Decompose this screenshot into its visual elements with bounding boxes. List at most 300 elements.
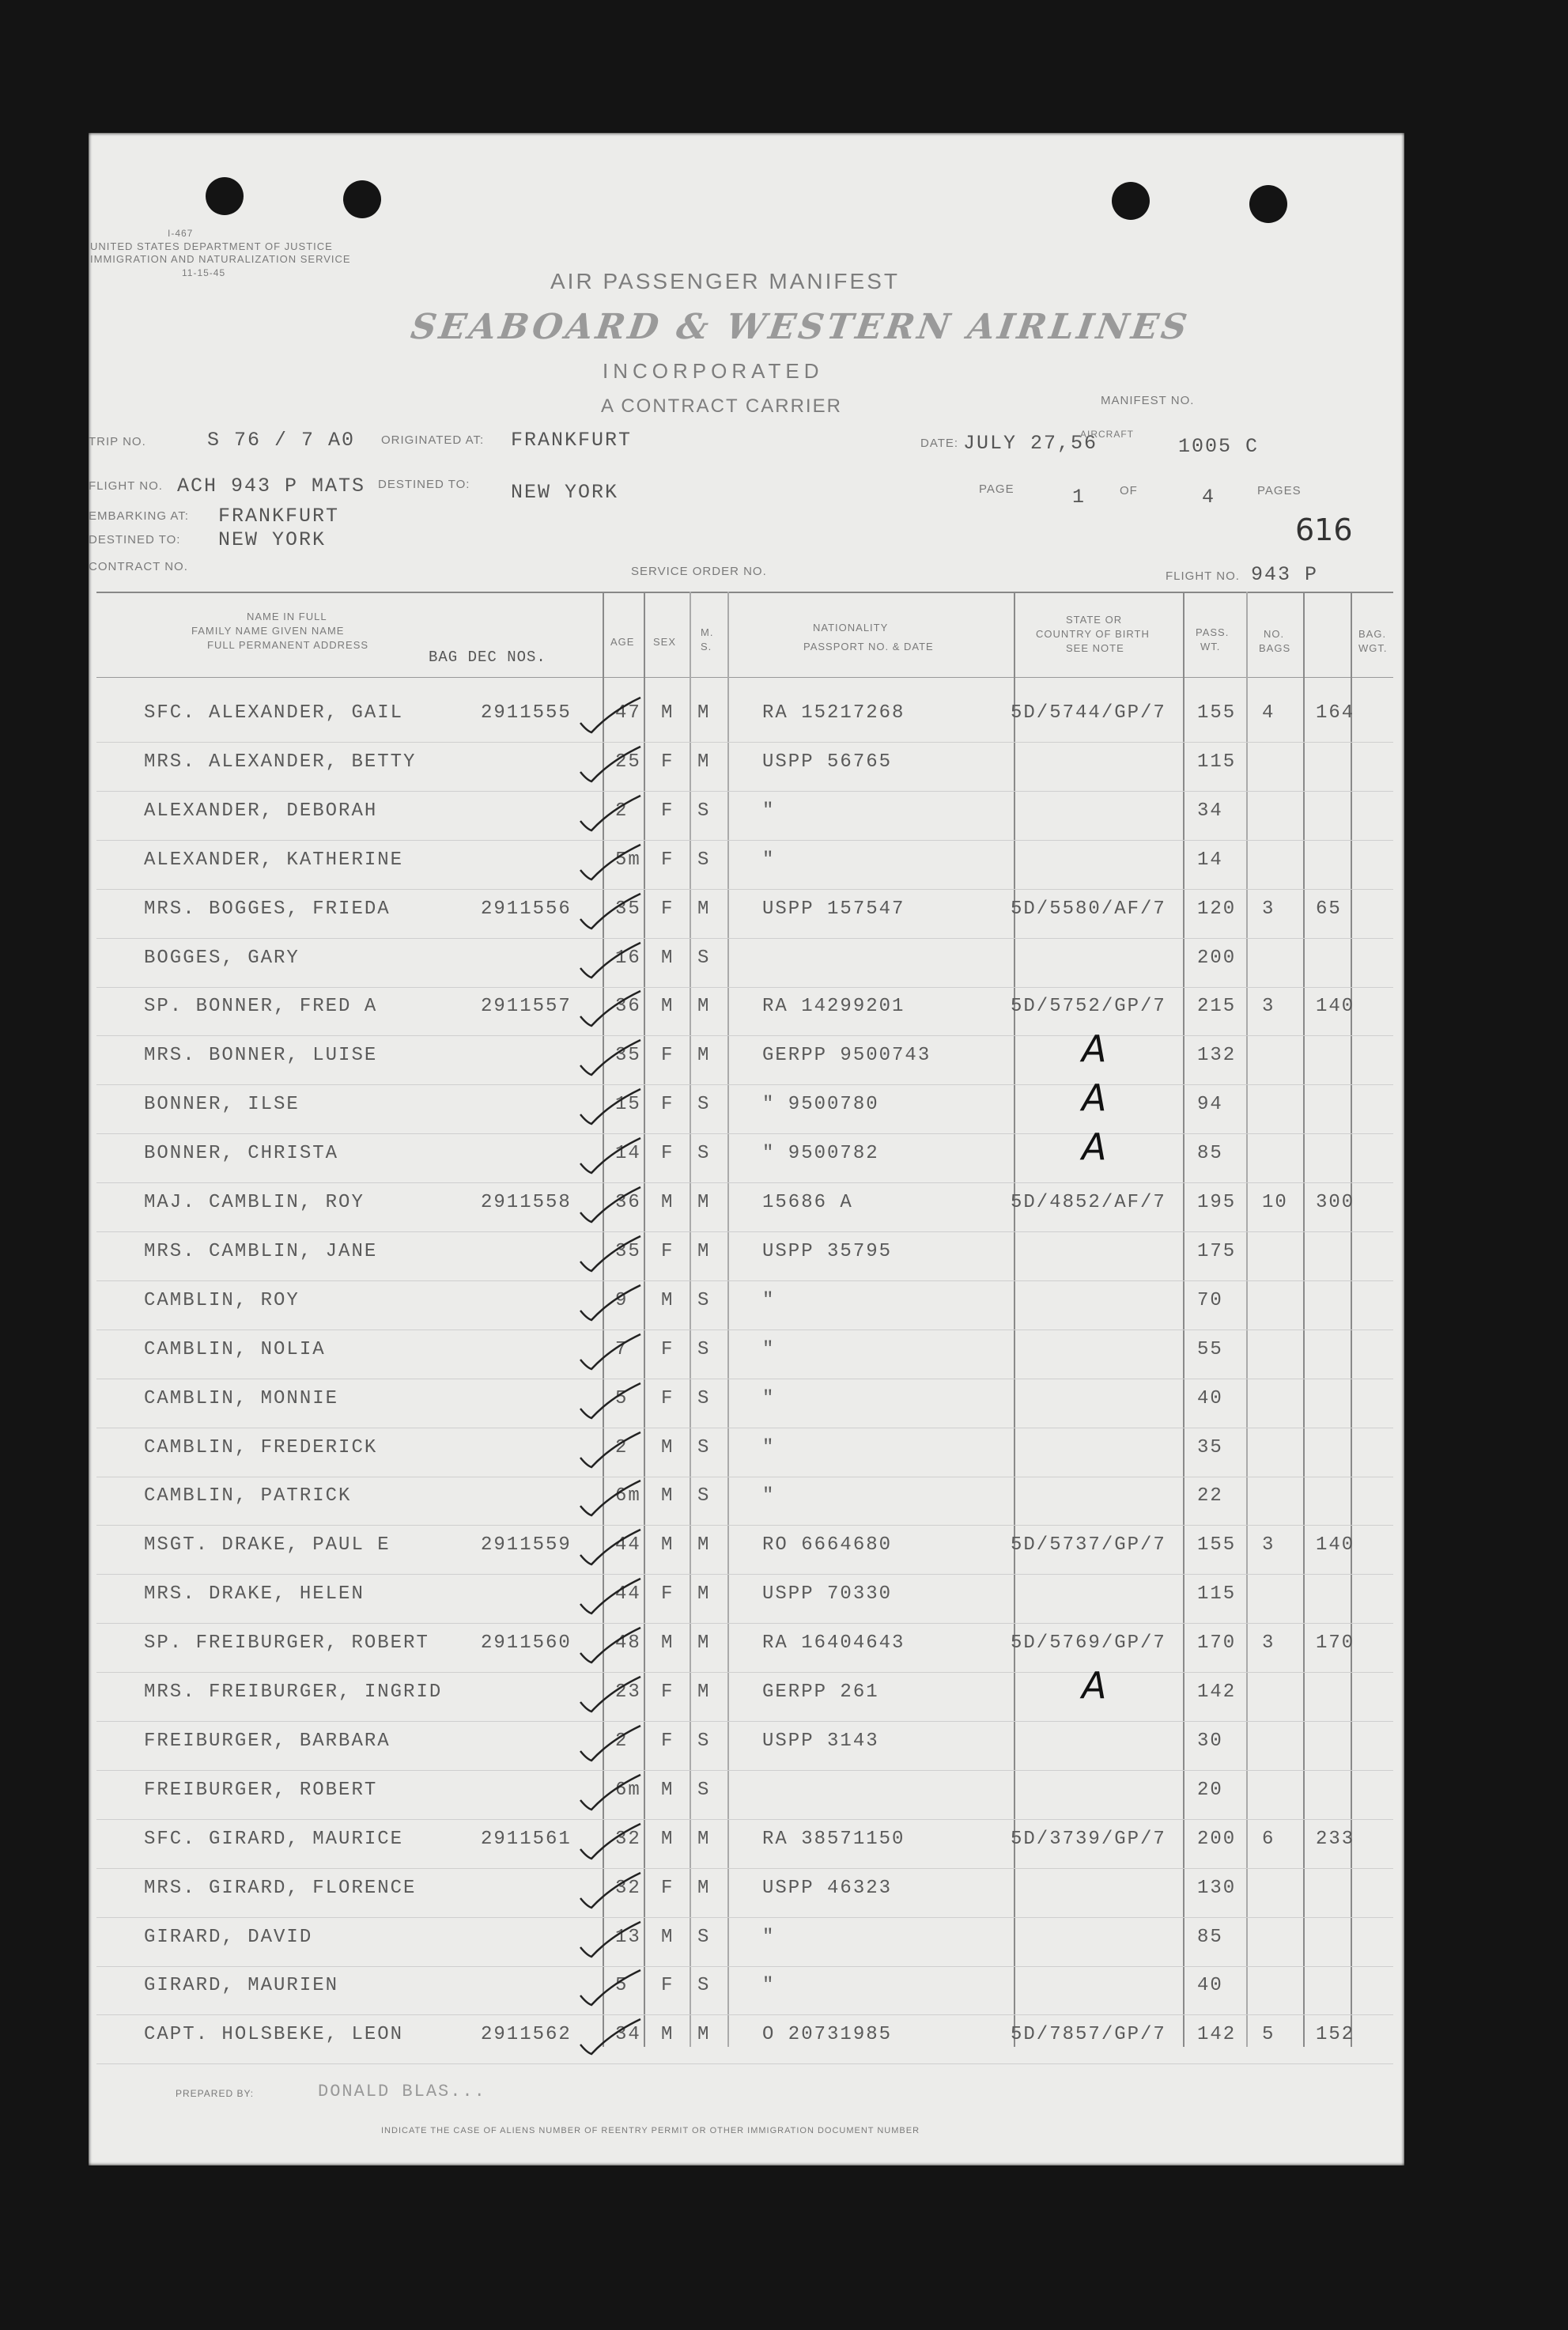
age: 32 [615, 1877, 641, 1899]
col-pass-wt-header-1: PASS. [1196, 626, 1230, 638]
table-row [89, 702, 1404, 751]
prepared-by-label: PREPARED BY: [176, 2088, 255, 2099]
table-row [89, 1927, 1404, 1976]
table-row [89, 1485, 1404, 1534]
birth-code: 5D/5769/GP/7 [1011, 1632, 1166, 1655]
pass-weight: 85 [1197, 1143, 1223, 1165]
passenger-name: MRS. BOGGES, FRIEDA [144, 898, 391, 920]
age: 9 [615, 1289, 629, 1311]
punch-hole [206, 177, 244, 215]
sex: M [661, 1534, 674, 1556]
row-rule [96, 1133, 1393, 1134]
row-rule [96, 1182, 1393, 1183]
birth-code: 5D/4852/AF/7 [1011, 1192, 1166, 1213]
bag-weight: 152 [1316, 2024, 1355, 2046]
passport: USPP 157547 [762, 898, 905, 920]
passport: USPP 35795 [762, 1240, 893, 1262]
bag-weight: 140 [1316, 1534, 1355, 1556]
table-row [89, 1975, 1404, 2024]
row-rule [96, 1525, 1393, 1526]
table-row [89, 2024, 1404, 2073]
col-name-header-3: FULL PERMANENT ADDRESS [207, 639, 369, 651]
bag-weight: 233 [1316, 1828, 1355, 1850]
sex: F [661, 898, 674, 920]
sex: F [661, 1045, 674, 1067]
age: 23 [615, 1681, 641, 1703]
col-name-header-2: FAMILY NAME GIVEN NAME [191, 625, 345, 637]
handwritten-mark: A [1082, 1664, 1107, 1707]
sex: M [661, 1779, 674, 1801]
handwritten-number: 616 [1295, 513, 1353, 547]
passenger-name: MSGT. DRAKE, PAUL E [144, 1534, 391, 1556]
table-row [89, 1437, 1404, 1486]
embarking-at-label: EMBARKING AT: [89, 509, 189, 523]
pass-weight: 175 [1197, 1240, 1237, 1262]
marital-status: S [697, 1338, 711, 1360]
pass-weight: 170 [1197, 1632, 1237, 1655]
sex: M [661, 1485, 674, 1507]
passport: " [762, 1387, 776, 1409]
footnote: INDICATE THE CASE OF ALIENS NUMBER OF REENTRY PERMIT OR OTHER IMMIGRATION DOCUMENT NUMBER [381, 2126, 920, 2135]
age: 35 [615, 1045, 641, 1067]
table-row [89, 1829, 1404, 1878]
passenger-name: SP. BONNER, FRED A [144, 996, 378, 1018]
bag-dec-no: 2911560 [481, 1632, 572, 1655]
check-mark-icon [579, 1577, 642, 1618]
bag-count: 5 [1262, 2024, 1275, 2046]
sex: M [661, 1192, 674, 1213]
age: 36 [615, 996, 641, 1018]
age: 2 [615, 1730, 629, 1752]
sex: M [661, 1926, 674, 1948]
row-rule [96, 1574, 1393, 1575]
marital-status: S [697, 1094, 711, 1116]
col-nationality-header-1: NATIONALITY [813, 622, 889, 634]
marital-status: S [697, 1289, 711, 1311]
row-rule [96, 1819, 1393, 1820]
age: 34 [615, 2024, 641, 2046]
pass-weight: 34 [1197, 800, 1223, 822]
sex: F [661, 1387, 674, 1409]
row-rule [96, 1672, 1393, 1673]
marital-status: S [697, 1926, 711, 1948]
passenger-name: MRS. BONNER, LUISE [144, 1045, 378, 1067]
row-rule [96, 889, 1393, 890]
passenger-name: BONNER, CHRISTA [144, 1143, 339, 1165]
col-bag-wt-header-2: WGT. [1358, 642, 1388, 654]
row-rule [96, 1721, 1393, 1722]
handwritten-mark: A [1082, 1076, 1107, 1120]
passport: " 9500782 [762, 1143, 879, 1165]
handwritten-mark: A [1082, 1125, 1107, 1169]
sex: F [661, 1730, 674, 1752]
form-number: I-467 [168, 228, 194, 239]
passenger-name: ALEXANDER, DEBORAH [144, 800, 378, 822]
check-mark-icon [579, 989, 642, 1031]
pass-weight: 14 [1197, 849, 1223, 871]
age: 44 [615, 1583, 641, 1606]
check-mark-icon [579, 1724, 642, 1765]
pass-weight: 115 [1197, 751, 1237, 773]
form-department: UNITED STATES DEPARTMENT OF JUSTICE [90, 240, 333, 252]
table-row [89, 1027, 1404, 1094]
marital-status: M [697, 1681, 711, 1703]
sex: F [661, 1143, 674, 1165]
flight-no-value: ACH 943 P MATS [177, 475, 366, 497]
table-row [89, 1632, 1404, 1681]
row-rule [96, 791, 1393, 792]
row-rule [96, 1770, 1393, 1771]
check-mark-icon [579, 1479, 642, 1520]
col-age-header: AGE [610, 636, 635, 648]
sex: F [661, 1094, 674, 1116]
table-row [89, 1192, 1404, 1241]
table-row [89, 1534, 1404, 1583]
passenger-name: GIRARD, MAURIEN [144, 1975, 339, 1997]
trip-no-value: S 76 / 7 A0 [207, 429, 356, 452]
passport: RA 14299201 [762, 996, 905, 1018]
age: 14 [615, 1143, 641, 1165]
table-header-rule [96, 677, 1393, 678]
birth-code: 5D/5580/AF/7 [1011, 898, 1166, 920]
table-row [89, 1780, 1404, 1829]
passenger-name: MRS. GIRARD, FLORENCE [144, 1877, 417, 1899]
pass-weight: 200 [1197, 1828, 1237, 1850]
passport: " [762, 1926, 776, 1948]
date-label: DATE: [920, 437, 959, 450]
sex: M [661, 2024, 674, 2046]
passenger-name: MAJ. CAMBLIN, ROY [144, 1192, 365, 1213]
col-pass-wt-header-2: WT. [1200, 641, 1221, 652]
check-mark-icon [579, 1137, 642, 1178]
flight-no-value-2: 943 P [1251, 563, 1319, 586]
form-date: 11-15-45 [182, 267, 226, 278]
age: 25 [615, 751, 641, 773]
check-mark-icon [579, 1822, 642, 1863]
row-rule [96, 938, 1393, 939]
passport: " [762, 1485, 776, 1507]
check-mark-icon [579, 1920, 642, 1961]
passenger-name: BOGGES, GARY [144, 947, 300, 969]
birth-code: 5D/5737/GP/7 [1011, 1534, 1166, 1556]
bag-count: 10 [1262, 1192, 1288, 1213]
col-birth-header-1: STATE OR [1066, 614, 1123, 626]
marital-status: M [697, 1534, 711, 1556]
marital-status: S [697, 1436, 711, 1458]
passenger-name: CAMBLIN, PATRICK [144, 1485, 352, 1507]
punch-hole [343, 180, 381, 218]
flight-no-label-2: FLIGHT NO. [1166, 569, 1240, 583]
sex: F [661, 751, 674, 773]
age: 36 [615, 1192, 641, 1213]
passport: " [762, 800, 776, 822]
check-mark-icon [579, 1382, 642, 1423]
age: 13 [615, 1926, 641, 1948]
birth-code: 5D/7857/GP/7 [1011, 2024, 1166, 2046]
bag-dec-no: 2911557 [481, 996, 572, 1018]
marital-status: M [697, 1045, 711, 1067]
check-mark-icon [579, 1284, 642, 1325]
sex: M [661, 1289, 674, 1311]
sex: F [661, 1240, 674, 1262]
of-label: OF [1120, 484, 1138, 497]
destined-to-value-2: NEW YORK [218, 528, 327, 551]
pass-weight: 22 [1197, 1485, 1223, 1507]
age: 48 [615, 1632, 641, 1655]
check-mark-icon [579, 1186, 642, 1227]
passenger-name: SP. FREIBURGER, ROBERT [144, 1632, 429, 1655]
passport: O 20731985 [762, 2024, 893, 2046]
page-label: PAGE [979, 482, 1014, 496]
check-mark-icon [579, 1626, 642, 1667]
age: 15 [615, 1094, 641, 1116]
table-row [89, 996, 1404, 1045]
pass-weight: 35 [1197, 1436, 1223, 1458]
bag-weight: 170 [1316, 1632, 1355, 1655]
carrier-type: A CONTRACT CARRIER [601, 395, 842, 417]
passenger-name: GIRARD, DAVID [144, 1926, 313, 1948]
passport: " [762, 1289, 776, 1311]
passport: RA 38571150 [762, 1828, 905, 1850]
marital-status: M [697, 2024, 711, 2046]
passenger-name: CAMBLIN, ROY [144, 1289, 300, 1311]
passenger-name: SFC. ALEXANDER, GAIL [144, 702, 404, 724]
table-row [89, 751, 1404, 800]
col-bags-header-2: BAGS [1259, 642, 1291, 654]
pass-weight: 132 [1197, 1045, 1237, 1067]
passenger-name: CAMBLIN, FREDERICK [144, 1436, 378, 1458]
airline-name: SEABOARD & WESTERN AIRLINES [408, 307, 1193, 347]
manifest-title: AIR PASSENGER MANIFEST [550, 269, 900, 293]
aircraft-label: AIRCRAFT [1080, 429, 1134, 440]
pass-weight: 115 [1197, 1583, 1237, 1606]
age: 2 [615, 1436, 629, 1458]
manifest-page [89, 133, 1404, 2165]
table-row [89, 1388, 1404, 1437]
bag-count: 6 [1262, 1828, 1275, 1850]
passport: USPP 56765 [762, 751, 893, 773]
bag-count: 3 [1262, 898, 1275, 920]
birth-code: 5D/3739/GP/7 [1011, 1828, 1166, 1850]
col-marital-header-2: S. [701, 641, 712, 652]
passenger-name: CAMBLIN, NOLIA [144, 1338, 326, 1360]
check-mark-icon [579, 1087, 642, 1129]
pass-weight: 85 [1197, 1926, 1223, 1948]
table-top-rule [96, 592, 1393, 593]
col-marital-header-1: M. [701, 626, 714, 638]
col-bag-dec-header: BAG DEC NOS. [429, 649, 546, 666]
row-rule [96, 1035, 1393, 1036]
passenger-name: CAMBLIN, MONNIE [144, 1387, 339, 1409]
passenger-name: CAPT. HOLSBEKE, LEON [144, 2024, 404, 2046]
col-birth-header-2: COUNTRY OF BIRTH [1036, 628, 1150, 640]
passport: " [762, 1338, 776, 1360]
passenger-name: BONNER, ILSE [144, 1094, 300, 1116]
col-nationality-header-2: PASSPORT NO. & DATE [803, 641, 934, 652]
table-row [89, 1290, 1404, 1339]
page-value: 1 [1072, 486, 1086, 509]
row-rule [96, 840, 1393, 841]
bag-weight: 65 [1316, 898, 1342, 920]
passport: RA 15217268 [762, 702, 905, 724]
marital-status: M [697, 1877, 711, 1899]
date-value: JULY 27,56 [963, 432, 1098, 455]
sex: M [661, 947, 674, 969]
bag-dec-no: 2911561 [481, 1828, 572, 1850]
sex: F [661, 1583, 674, 1606]
check-mark-icon [579, 892, 642, 933]
passport: GERPP 9500743 [762, 1045, 931, 1067]
check-mark-icon [579, 1235, 642, 1276]
passport: GERPP 261 [762, 1681, 879, 1703]
age: 44 [615, 1534, 641, 1556]
table-row [89, 1878, 1404, 1927]
table-row [89, 1241, 1404, 1290]
incorporated-label: INCORPORATED [603, 359, 824, 383]
trip-no-label: TRIP NO. [89, 435, 146, 448]
marital-status: S [697, 1779, 711, 1801]
pass-weight: 30 [1197, 1730, 1223, 1752]
punch-hole [1112, 182, 1150, 220]
row-rule [96, 1231, 1393, 1232]
age: 6m [615, 1779, 641, 1801]
pass-weight: 94 [1197, 1094, 1223, 1116]
aircraft-value: 1005 C [1178, 435, 1260, 458]
bag-dec-no: 2911556 [481, 898, 572, 920]
pass-weight: 142 [1197, 2024, 1237, 2046]
bag-dec-no: 2911562 [481, 2024, 572, 2046]
check-mark-icon [579, 1333, 642, 1374]
table-row [89, 849, 1404, 898]
check-mark-icon [579, 843, 642, 884]
marital-status: S [697, 1485, 711, 1507]
sex: F [661, 849, 674, 871]
passenger-name: ALEXANDER, KATHERINE [144, 849, 404, 871]
marital-status: S [697, 1143, 711, 1165]
row-rule [96, 1280, 1393, 1281]
bag-dec-no: 2911559 [481, 1534, 572, 1556]
marital-status: S [697, 849, 711, 871]
row-rule [96, 2014, 1393, 2015]
pass-weight: 40 [1197, 1387, 1223, 1409]
marital-status: M [697, 898, 711, 920]
row-rule [96, 1966, 1393, 1967]
sex: F [661, 1681, 674, 1703]
passport: USPP 46323 [762, 1877, 893, 1899]
passport: RO 6664680 [762, 1534, 893, 1556]
passenger-name: MRS. CAMBLIN, JANE [144, 1240, 378, 1262]
age: 5 [615, 1387, 629, 1409]
pass-weight: 70 [1197, 1289, 1223, 1311]
check-mark-icon [579, 1773, 642, 1814]
birth-code: 5D/5744/GP/7 [1011, 702, 1166, 724]
sex: F [661, 1975, 674, 1997]
age: 35 [615, 1240, 641, 1262]
destined-to-label: DESTINED TO: [378, 478, 470, 491]
sex: M [661, 1828, 674, 1850]
marital-status: S [697, 1387, 711, 1409]
table-row [89, 1664, 1404, 1730]
marital-status: S [697, 947, 711, 969]
check-mark-icon [579, 941, 642, 982]
sex: F [661, 800, 674, 822]
passenger-name: MRS. DRAKE, HELEN [144, 1583, 365, 1606]
row-rule [96, 987, 1393, 988]
bag-dec-no: 2911555 [481, 702, 572, 724]
check-mark-icon [579, 2018, 642, 2059]
check-mark-icon [579, 1528, 642, 1569]
row-rule [96, 2063, 1393, 2064]
passport: USPP 70330 [762, 1583, 893, 1606]
marital-status: S [697, 800, 711, 822]
marital-status: M [697, 702, 711, 724]
check-mark-icon [579, 1038, 642, 1080]
table-row [89, 1730, 1404, 1780]
pass-weight: 215 [1197, 996, 1237, 1018]
bag-count: 3 [1262, 996, 1275, 1018]
passport: " [762, 1436, 776, 1458]
check-mark-icon [579, 1675, 642, 1716]
handwritten-mark: A [1082, 1027, 1107, 1071]
form-service: IMMIGRATION AND NATURALIZATION SERVICE [90, 253, 351, 265]
age: 35 [615, 898, 641, 920]
bag-weight: 164 [1316, 702, 1355, 724]
pass-weight: 20 [1197, 1779, 1223, 1801]
of-value: 4 [1202, 486, 1216, 509]
row-rule [96, 742, 1393, 743]
embarking-at-value: FRANKFURT [218, 505, 340, 528]
marital-status: M [697, 1192, 711, 1213]
pass-weight: 155 [1197, 702, 1237, 724]
pass-weight: 195 [1197, 1192, 1237, 1213]
passenger-name: MRS. FREIBURGER, INGRID [144, 1681, 443, 1703]
age: 7 [615, 1338, 629, 1360]
pass-weight: 120 [1197, 898, 1237, 920]
pages-label: PAGES [1257, 484, 1302, 497]
punch-hole [1249, 185, 1287, 223]
sex: M [661, 1436, 674, 1458]
pass-weight: 40 [1197, 1975, 1223, 1997]
col-bag-wt-header-1: BAG. [1358, 628, 1387, 640]
manifest-no-label: MANIFEST NO. [1101, 394, 1195, 407]
pass-weight: 130 [1197, 1877, 1237, 1899]
row-rule [96, 1084, 1393, 1085]
check-mark-icon [579, 794, 642, 835]
table-row [89, 1076, 1404, 1143]
check-mark-icon [579, 745, 642, 786]
table-row [89, 800, 1404, 849]
pass-weight: 55 [1197, 1338, 1223, 1360]
age: 5 [615, 1975, 629, 1997]
bag-weight: 140 [1316, 996, 1355, 1018]
row-rule [96, 1917, 1393, 1918]
bag-count: 4 [1262, 702, 1275, 724]
pass-weight: 200 [1197, 947, 1237, 969]
destined-to-label-2: DESTINED TO: [89, 533, 181, 547]
birth-code: 5D/5752/GP/7 [1011, 996, 1166, 1018]
age: 5m [615, 849, 641, 871]
originated-at-value: FRANKFURT [511, 429, 633, 452]
table-row [89, 898, 1404, 948]
check-mark-icon [579, 1871, 642, 1912]
passport: 15686 A [762, 1192, 853, 1213]
bag-dec-no: 2911558 [481, 1192, 572, 1213]
pass-weight: 142 [1197, 1681, 1237, 1703]
table-row [89, 1125, 1404, 1192]
originated-at-label: ORIGINATED AT: [381, 433, 485, 447]
sex: M [661, 702, 674, 724]
marital-status: M [697, 1632, 711, 1655]
